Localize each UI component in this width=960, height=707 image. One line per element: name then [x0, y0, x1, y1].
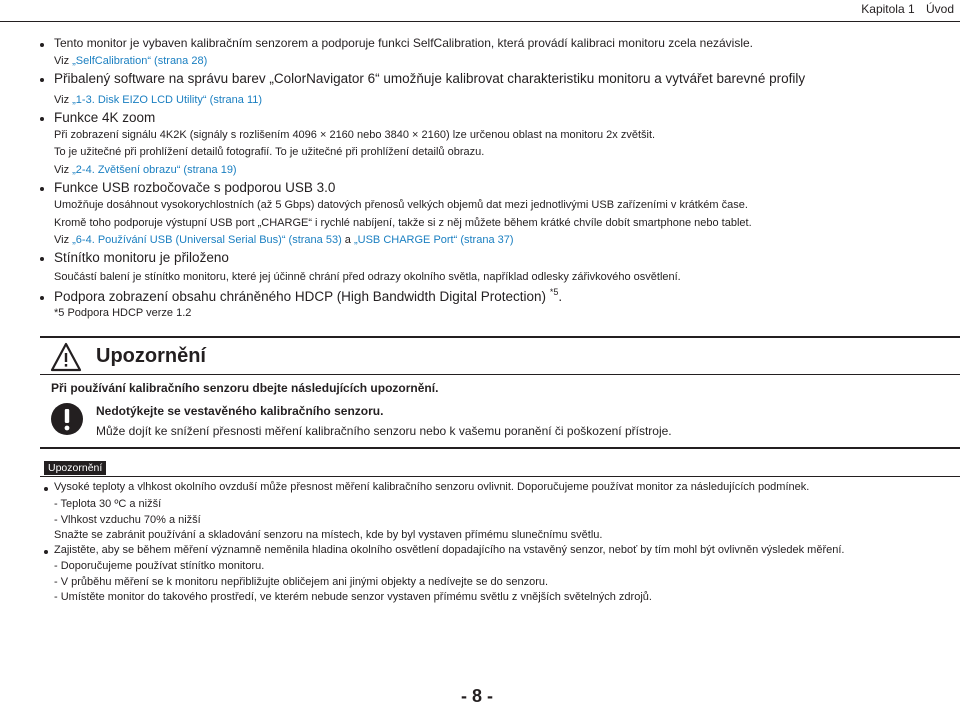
caution-top-rule: [40, 336, 960, 338]
ref-link[interactable]: „6-4. Používání USB (Universal Serial Bus)“ (strana 53): [72, 234, 342, 246]
feature-title: Podpora zobrazení obsahu chráněného HDCP (High Bandwidth Digital Protection) $^{*5}$.: [54, 287, 563, 304]
caution-title: Upozornění: [96, 345, 206, 367]
note-text: Vysoké teploty a vlhkost okolního ovzduší může přesnost měření kalibračního senzoru ovlivnit. Doporučujeme používat monitor za následujících podmínek.: [54, 481, 810, 493]
feature-title: Funkce USB rozbočovače s podporou USB 3.0: [54, 180, 336, 195]
feature-title: Stínítko monitoru je přiloženo: [54, 250, 229, 265]
feature-title: Funkce 4K zoom: [54, 110, 156, 125]
warning-triangle-icon: [50, 342, 82, 372]
caution-title-rule: [40, 374, 960, 375]
ref-link[interactable]: „1-3. Disk EIZO LCD Utility“ (strana 11): [72, 94, 263, 106]
caution-item-title: Nedotýkejte se vestavěného kalibračního senzoru.: [96, 404, 384, 418]
bullet-dot: [40, 296, 44, 300]
ref-link[interactable]: „2-4. Zvětšení obrazu“ (strana 19): [72, 164, 237, 176]
page-number: - 8 -: [461, 686, 494, 706]
note-text: - Umístěte monitor do takového prostředí, ve kterém nebude senzor vystaven přímému světlu z vnějších světelných zdrojů.: [54, 591, 652, 603]
bullet-dot: [40, 257, 44, 261]
note-text: - V průběhu měření se k monitoru nepřibližujte obličejem ani jinými objekty a nedívejte se do senzoru.: [54, 576, 549, 588]
feature-colornavigator-text: Přibalený software na správu barev „ColorNavigator 6“ umožňuje kalibrovat charakteristiku monitoru a vytvářet barevné profily: [54, 71, 806, 86]
header-rule: [0, 21, 960, 22]
note-rule: [40, 476, 960, 477]
footnote-marker: *5: [549, 287, 559, 297]
feature-desc: To je užitečné při prohlížení detailů fotografií. To je užitečné při prohlížení detailů obrazu.: [54, 146, 485, 158]
bullet-dot: [40, 43, 44, 47]
note-label: Upozornění: [44, 461, 106, 475]
feature-desc: Kromě toho podporuje výstupní USB port „CHARGE“ i rychlé nabíjení, takže si z něj můžete během krátké chvíle dobít smartphone nebo tablet.: [54, 217, 752, 229]
feature-desc: Umožňuje dosáhnout vysokorychlostních (až 5 Gbps) datových přenosů velkých objemů dat mezi jednotlivými USB zařízeními v krátkém čase.: [54, 199, 748, 211]
caution-bottom-rule: [40, 447, 960, 449]
footnote: *5 Podpora HDCP verze 1.2: [54, 307, 192, 319]
note-text: - Vlhkost vzduchu 70% a nižší: [54, 514, 201, 526]
note-text: Zajistěte, aby se během měření významně neměnila hladina okolního osvětlení dopadajícího na vstavěný senzor, neboť by tím mohl být ovlivněn výsledek měření.: [54, 544, 845, 556]
bullet-dot: [44, 550, 48, 554]
feature-desc: Součástí balení je stínítko monitoru, které jej účinně chrání před odrazy okolního světla, například odlesky zářivkového osvětlení.: [54, 271, 681, 283]
caution-subtitle: Při používání kalibračního senzoru dbejte následujících upozornění.: [51, 381, 439, 395]
ref-link[interactable]: „USB CHARGE Port“ (strana 37): [353, 234, 514, 246]
bullet-dot: [40, 187, 44, 191]
ref-line: Viz „1-3. Disk EIZO LCD Utility“ (strana 11): [54, 94, 263, 106]
ref-link[interactable]: „SelfCalibration“ (strana 28): [72, 55, 208, 67]
section-label: Úvod: [925, 2, 954, 16]
chapter-label: Kapitola 1: [861, 2, 915, 16]
bullet-dot: [44, 487, 48, 491]
feature-desc: Při zobrazení signálu 4K2K (signály s rozlišením 4096 × 2160 nebo 3840 × 2160) lze určenou oblast na monitoru 2x zvětšit.: [54, 129, 656, 141]
note-text: Snažte se zabránit používání a skladování senzoru na místech, kde by byl vystaven přímému slunečnímu světlu.: [54, 529, 603, 541]
bullet-dot: [40, 117, 44, 121]
note-text: - Doporučujeme používat stínítko monitoru.: [54, 560, 265, 572]
caution-item-text: Může dojít ke snížení přesnosti měření kalibračního senzoru nebo k vašemu poranění či poškození přístroje.: [96, 424, 672, 438]
bullet-dot: [40, 78, 44, 82]
page-header: [861, 2, 954, 16]
ref-line: Viz „SelfCalibration“ (strana 28): [54, 55, 208, 67]
ref-line: Viz „6-4. Používání USB (Universal Serial Bus)“ (strana 53) a „USB CHARGE Port“ (strana 37): [54, 234, 514, 246]
exclamation-icon: [51, 403, 83, 435]
note-text: - Teplota 30 ºC a nižší: [54, 498, 162, 510]
feature-selfcalibration-text: Tento monitor je vybaven kalibračním senzorem a podporuje funkci SelfCalibration, která provádí kalibraci monitoru zcela nezávisle.: [54, 36, 754, 50]
ref-line: Viz „2-4. Zvětšení obrazu“ (strana 19): [54, 164, 237, 176]
